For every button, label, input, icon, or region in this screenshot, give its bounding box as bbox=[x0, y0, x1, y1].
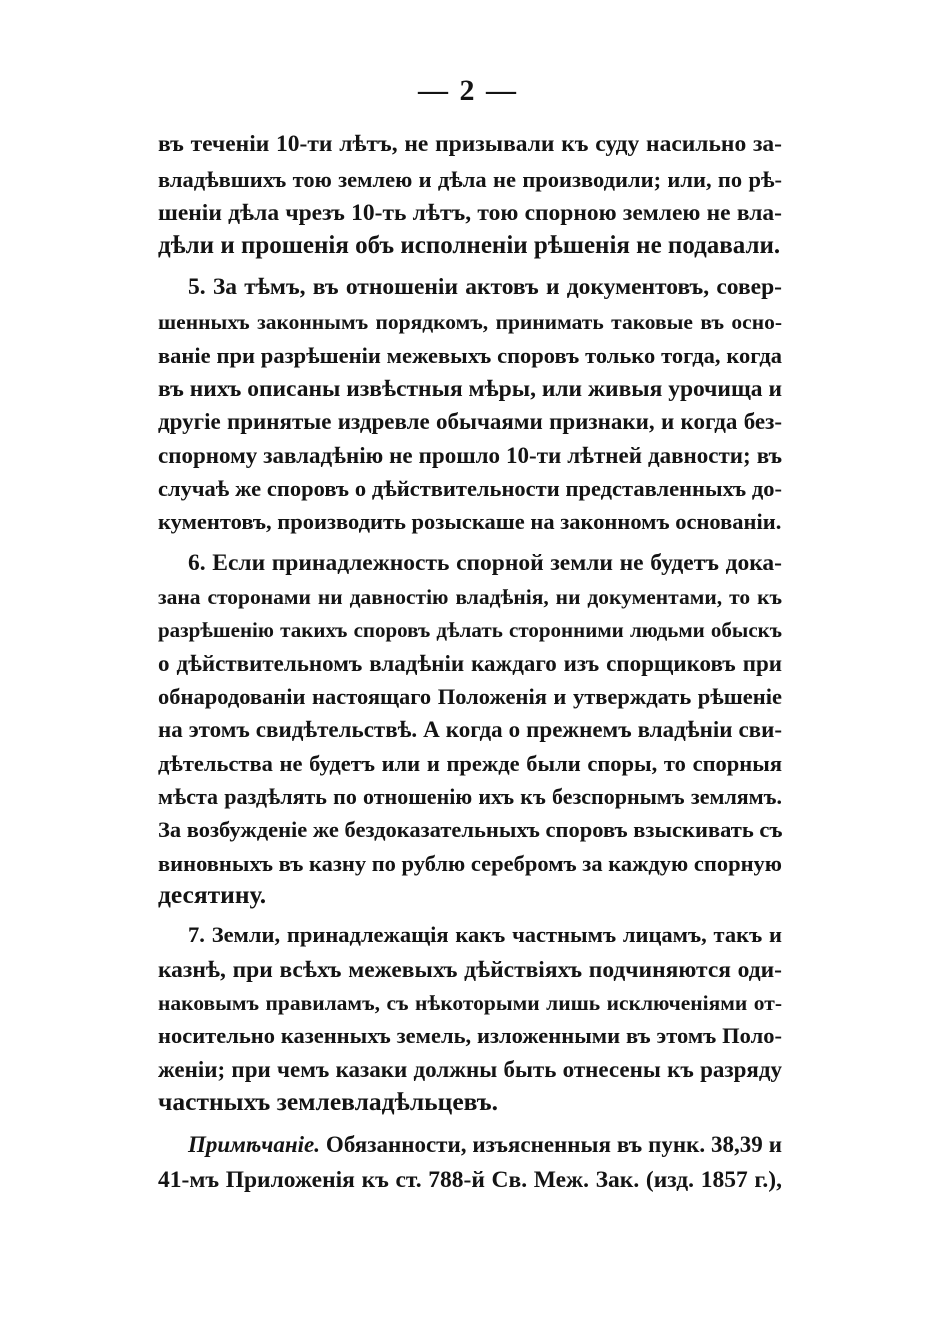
text-line: обнародованіи настоящаго Положенія и утверждать рѣшеніе bbox=[158, 684, 782, 709]
text-line: владѣвшихъ тою землею и дѣла не производили; или, по рѣ- bbox=[158, 167, 782, 192]
text-line: десятину. bbox=[158, 880, 267, 909]
text-line: За возбужденіе же бездоказательныхъ споровъ взыскивать съ bbox=[158, 817, 783, 842]
text-line: другіе принятые издревле обычаями признаки, и когда без- bbox=[158, 409, 782, 434]
text-line: дѣтельства не будетъ или и прежде были споры, то спорныя bbox=[158, 751, 782, 776]
text-line: шенныхъ законнымъ порядкомъ, принимать таковые въ осно- bbox=[158, 310, 782, 334]
text-line: дѣли и прошенія объ исполненіи рѣшенія не подавали. bbox=[158, 232, 781, 259]
text-line: частныхъ землевладѣльцевъ. bbox=[158, 1087, 499, 1116]
text-line: о дѣйствительномъ владѣніи каждаго изъ спорщиковъ при bbox=[158, 651, 782, 676]
text-line: мѣста раздѣлять по отношенію ихъ къ безспорнымъ землямъ. bbox=[158, 784, 782, 809]
paragraph-5-first-line: 5. За тѣмъ, въ отношеніи актовъ и документовъ, совер- bbox=[188, 274, 782, 300]
paragraph-7-first-line: 7. Земли, принадлежащія какъ частнымъ лицамъ, такъ и bbox=[188, 922, 782, 947]
text-line: носительно казенныхъ земель, изложенными въ этомъ Поло- bbox=[158, 1023, 782, 1048]
text-line: на этомъ свидѣтельствѣ. А когда о прежнемъ владѣніи сви- bbox=[158, 717, 782, 742]
text-line: зана сторонами ни давностію владѣнія, ни документами, то къ bbox=[158, 585, 782, 609]
text-line: женіи; при чемъ казаки должны быть отнесены къ разряду bbox=[158, 1057, 782, 1082]
text-line: въ теченіи 10-ти лѣтъ, не призывали къ суду насильно за- bbox=[158, 131, 782, 157]
text-line: разрѣшенію такихъ споровъ дѣлать сторонними людьми обыскъ bbox=[158, 618, 782, 642]
page-number: — 2 — bbox=[418, 74, 518, 107]
note-label: Примѣчаніе. bbox=[188, 1132, 320, 1157]
text-line: виновныхъ въ казну по рублю серебромъ за каждую спорную bbox=[158, 851, 782, 876]
text-line: въ нихъ описаны извѣстныя мѣры, или живыя урочища и bbox=[158, 376, 782, 402]
note-text: Обязанности, изъясненныя въ пунк. 38,39 и bbox=[319, 1132, 782, 1157]
text-line: шеніи дѣла чрезъ 10-ть лѣтъ, тою спорною землею не вла- bbox=[158, 200, 782, 226]
text-line: кументовъ, производить розыскаше на законномъ основаніи. bbox=[158, 509, 782, 534]
text-line: казнѣ, при всѣхъ межевыхъ дѣйствіяхъ подчиняются оди- bbox=[158, 957, 782, 983]
text-line: ваніе при разрѣшеніи межевыхъ споровъ только тогда, когда bbox=[158, 343, 782, 368]
text-line: спорному завладѣнію не прошло 10-ти лѣтней давности; въ bbox=[158, 443, 782, 468]
text-line: случаѣ же споровъ о дѣйствительности представленныхъ до- bbox=[158, 476, 782, 501]
paragraph-6-first-line: 6. Если принадлежность спорной земли не будетъ дока- bbox=[188, 550, 782, 576]
text-line: 41-мъ Приложенія къ ст. 788-й Св. Меж. Зак. (изд. 1857 г.), bbox=[158, 1167, 782, 1193]
text-line: наковымъ правиламъ, съ нѣкоторыми лишь исключеніями от- bbox=[158, 991, 782, 1015]
note-first-line bbox=[188, 1125, 782, 1165]
